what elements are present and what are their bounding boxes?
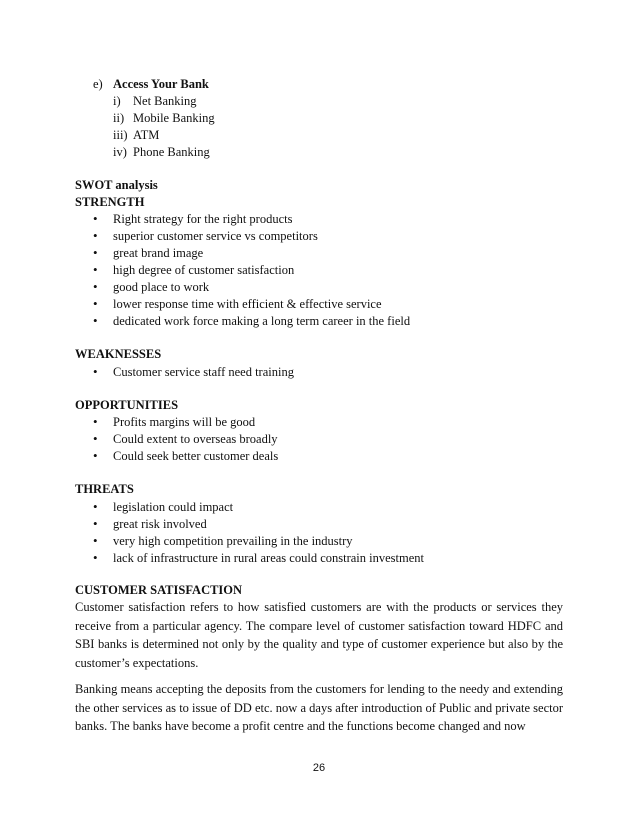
access-item: ATM [133, 128, 160, 142]
bullet: • [93, 296, 98, 311]
weakness-item: Customer service staff need training [113, 365, 294, 379]
threats-heading: THREATS [75, 482, 134, 496]
strength-heading: STRENGTH [75, 195, 145, 209]
bullet: • [93, 313, 98, 328]
paragraph: Banking means accepting the deposits from the customers for lending to the needy and extending the other services as to issue of DD etc. now a days after introduction of Public and private sector banks. The banks have become a profit centre and the functions become changed and now [75, 682, 563, 733]
strength-item: lower response time with efficient & effective service [113, 297, 382, 311]
page-number: 26 [312, 762, 326, 774]
strength-item: Right strategy for the right products [113, 212, 293, 226]
bullet: • [93, 364, 98, 379]
opportunity-item: Could seek better customer deals [113, 449, 279, 463]
threat-item: legislation could impact [113, 500, 234, 514]
opportunities-heading: OPPORTUNITIES [75, 398, 179, 412]
strength-item: good place to work [113, 280, 210, 294]
bullet: • [93, 262, 98, 277]
access-item: Net Banking [133, 94, 197, 108]
threat-item: very high competition prevailing in the industry [113, 534, 353, 548]
roman-numeral: i) [113, 94, 121, 108]
strength-item: dedicated work force making a long term career in the field [113, 314, 411, 328]
bullet: • [93, 448, 98, 463]
swot-title: SWOT analysis [75, 178, 158, 192]
strength-item: superior customer service vs competitors [113, 229, 318, 243]
bullet: • [93, 431, 98, 446]
bullet: • [93, 228, 98, 243]
list-marker: e) [93, 77, 103, 91]
paragraph: Customer satisfaction refers to how satisfied customers are with the products or services they receive from a particular agency. The compare level of customer satisfaction toward HDFC and SBI banks is determined not only by the quality and type of customer experience but also by the customer’s expectations. [75, 600, 563, 670]
bullet: • [93, 414, 98, 429]
bullet: • [93, 279, 98, 294]
bullet: • [93, 245, 98, 260]
access-item: Phone Banking [133, 145, 210, 159]
customer-satisfaction-heading: CUSTOMER SATISFACTION [75, 583, 243, 597]
roman-numeral: iii) [113, 128, 128, 142]
bullet: • [93, 550, 98, 565]
access-item: Mobile Banking [133, 111, 215, 125]
threat-item: great risk involved [113, 517, 207, 531]
threat-item: lack of infrastructure in rural areas could constrain investment [113, 551, 424, 565]
weaknesses-heading: WEAKNESSES [75, 347, 162, 361]
roman-numeral: ii) [113, 111, 125, 125]
bullet: • [93, 533, 98, 548]
opportunity-item: Could extent to overseas broadly [113, 432, 278, 446]
opportunity-item: Profits margins will be good [113, 415, 256, 429]
bullet: • [93, 211, 98, 226]
roman-numeral: iv) [113, 145, 127, 159]
strength-item: great brand image [113, 246, 204, 260]
bullet: • [93, 499, 98, 514]
access-title: Access Your Bank [113, 77, 209, 91]
bullet: • [93, 516, 98, 531]
strength-item: high degree of customer satisfaction [113, 263, 295, 277]
